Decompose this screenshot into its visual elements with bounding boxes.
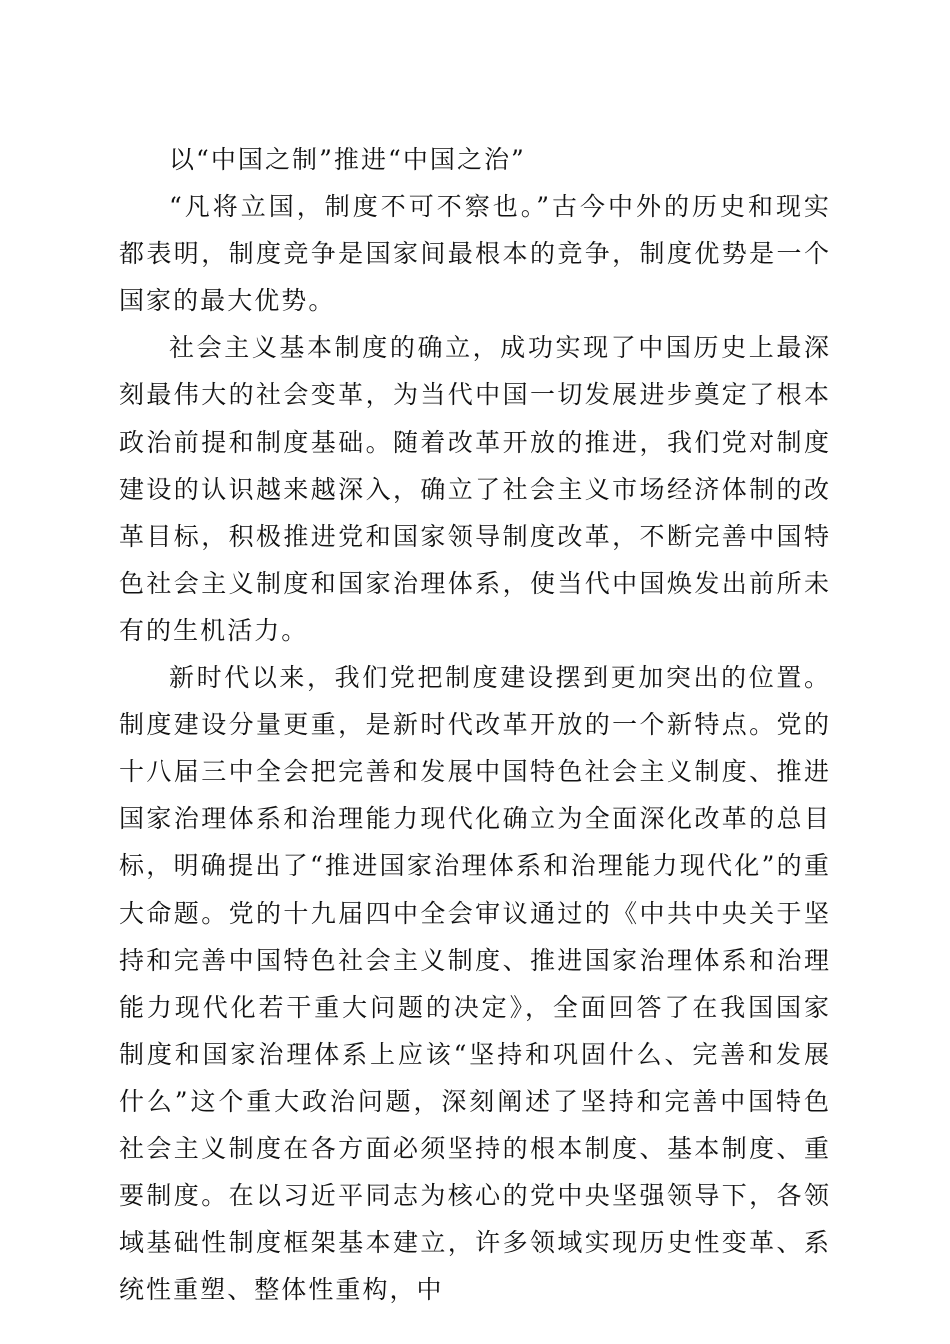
article-body bbox=[119, 136, 831, 1313]
paragraph-1: “凡将立国，制度不可不察也。”古今中外的历史和现实都表明，制度竞争是国家间最根本的竞争，制度优势是一个国家的最大优势。 bbox=[119, 192, 831, 316]
article-title: 以“中国之制”推进“中国之治” bbox=[169, 145, 526, 174]
paragraph-3: 新时代以来，我们党把制度建设摆到更加突出的位置。制度建设分量更重，是新时代改革开放的一个新特点。党的十八届三中全会把完善和发展中国特色社会主义制度、推进国家治理体系和治理能力现代化确立为全面深化改革的总目标，明确提出了“推进国家治理体系和治理能力现代化”的重大命题。党的十九届四中全会审议通过的《中共中央关于坚持和完善中国特色社会主义制度、推进国家治理体系和治理能力现代化若干重大问题的决定》，全面回答了在我国国家制度和国家治理体系上应该“坚持和巩固什么、完善和发展什么”这个重大政治问题，深刻阐述了坚持和完善中国特色社会主义制度在各方面必须坚持的根本制度、基本制度、重要制度。在以习近平同志为核心的党中央坚强领导下，各领域基础性制度框架基本建立，许多领域实现历史性变革、系统性重塑、整体性重构，中 bbox=[119, 663, 831, 1305]
paragraph-2: 社会主义基本制度的确立，成功实现了中国历史上最深刻最伟大的社会变革，为当代中国一切发展进步奠定了根本政治前提和制度基础。随着改革开放的推进，我们党对制度建设的认识越来越深入，确立了社会主义市场经济体制的改革目标，积极推进党和国家领导制度改革，不断完善中国特色社会主义制度和国家治理体系，使当代中国焕发出前所未有的生机活力。 bbox=[119, 333, 831, 645]
